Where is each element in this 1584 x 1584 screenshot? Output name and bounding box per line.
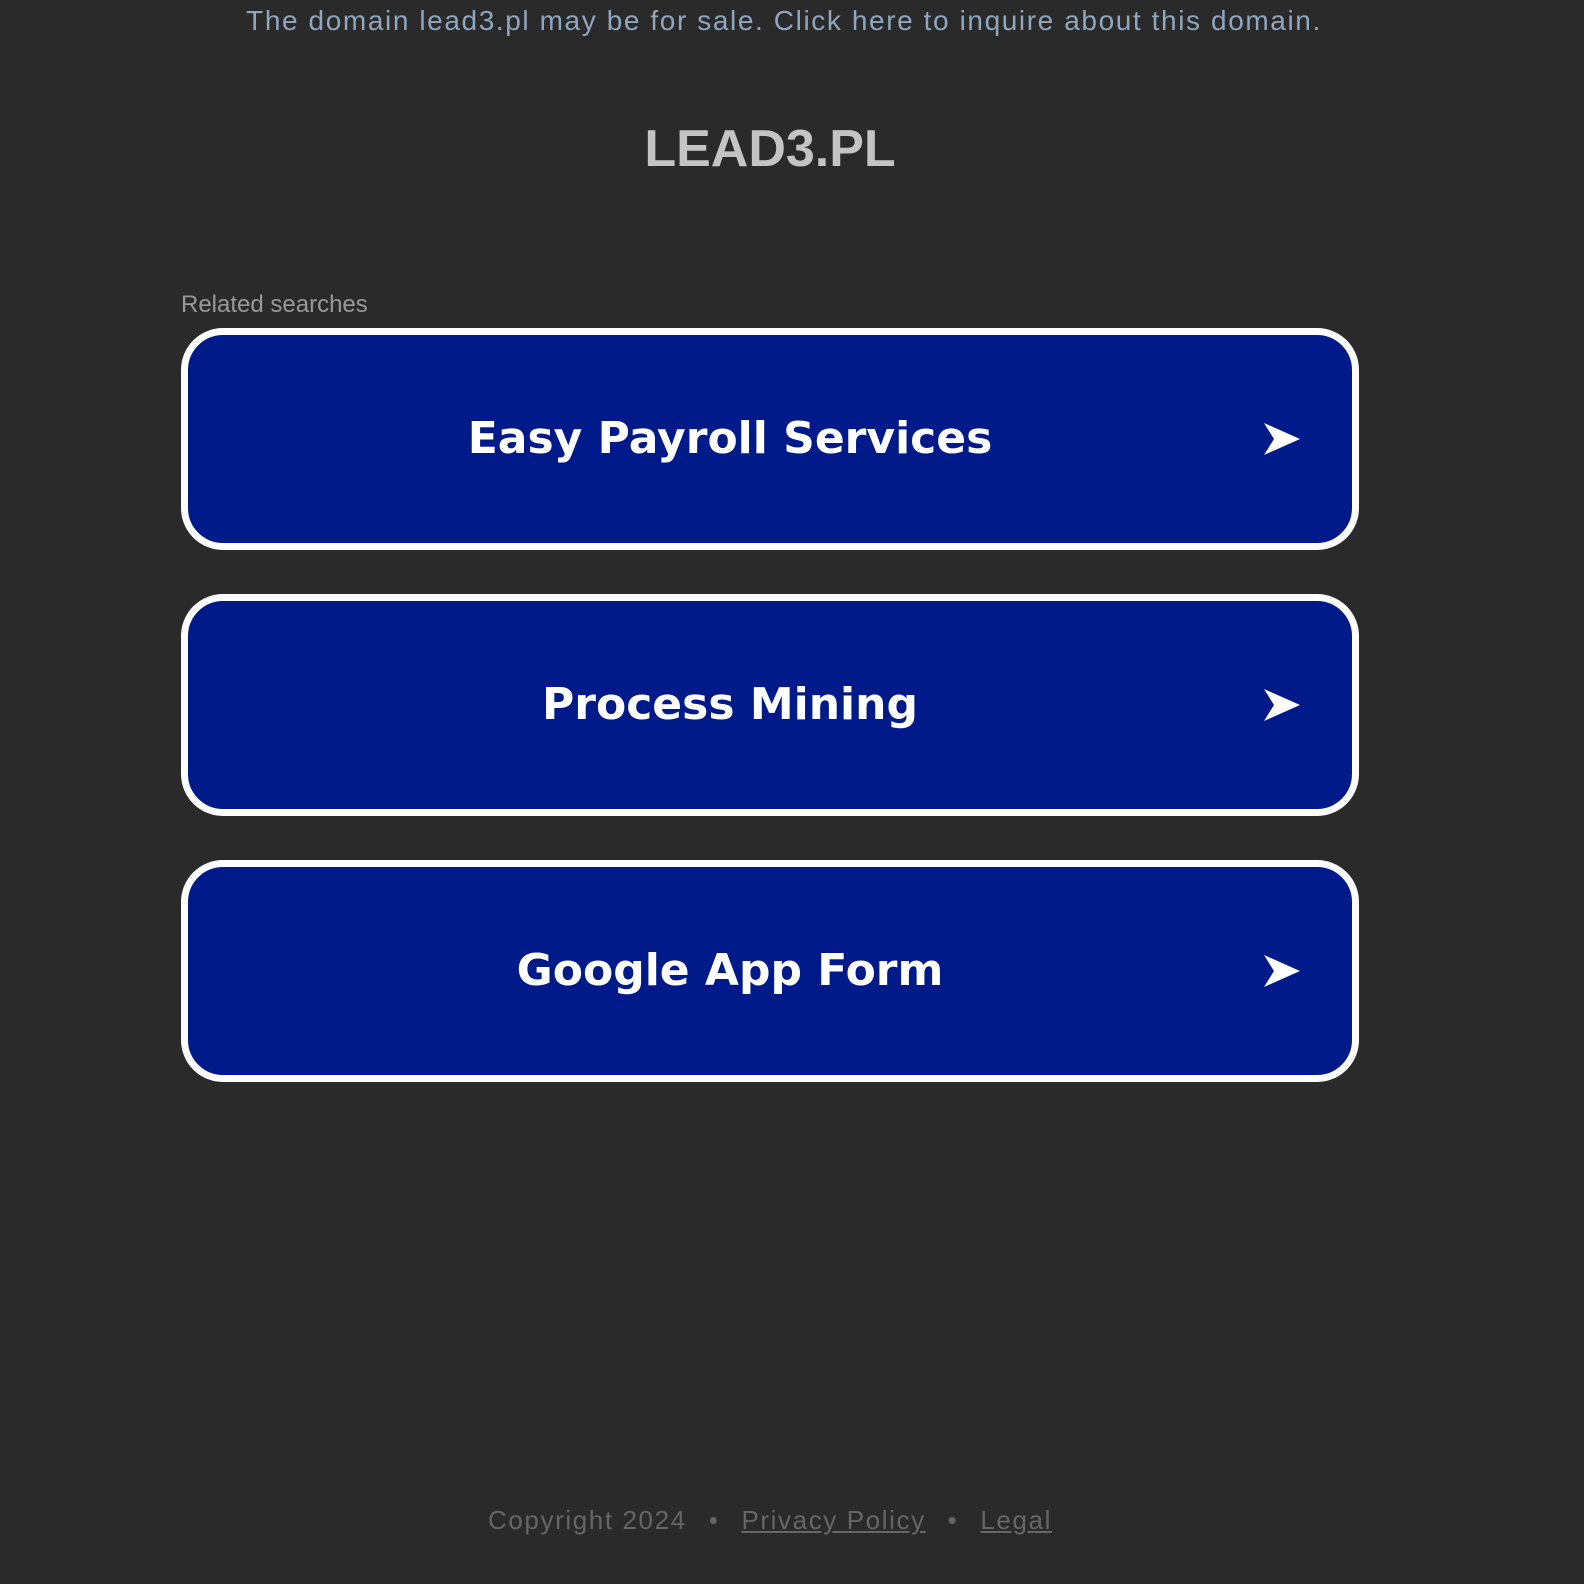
footer-separator: •	[708, 1505, 720, 1535]
site-title: LEAD3.PL	[644, 120, 896, 178]
arrow-right-icon	[1262, 953, 1302, 989]
arrow-right-icon	[1262, 421, 1302, 457]
legal-link[interactable]: Legal	[980, 1505, 1052, 1535]
related-search-button-easy-payroll-services[interactable]	[181, 328, 1359, 550]
related-search-button-google-app-form[interactable]	[181, 860, 1359, 1082]
related-search-button-process-mining[interactable]	[181, 594, 1359, 816]
arrow-right-icon	[1262, 687, 1302, 723]
footer	[0, 1502, 1540, 1538]
related-search-label: Easy Payroll Services	[467, 413, 993, 464]
related-searches-list	[181, 328, 1359, 1126]
copyright-text: Copyright 2024	[488, 1505, 687, 1535]
privacy-policy-link[interactable]: Privacy Policy	[741, 1505, 926, 1535]
footer-separator: •	[947, 1505, 959, 1535]
related-search-label: Process Mining	[542, 679, 918, 730]
related-searches-label: Related searches	[181, 291, 368, 318]
domain-sale-banner-link[interactable]: The domain lead3.pl may be for sale. Click here to inquire about this domain.	[246, 5, 1322, 36]
related-search-label: Google App Form	[516, 945, 944, 996]
